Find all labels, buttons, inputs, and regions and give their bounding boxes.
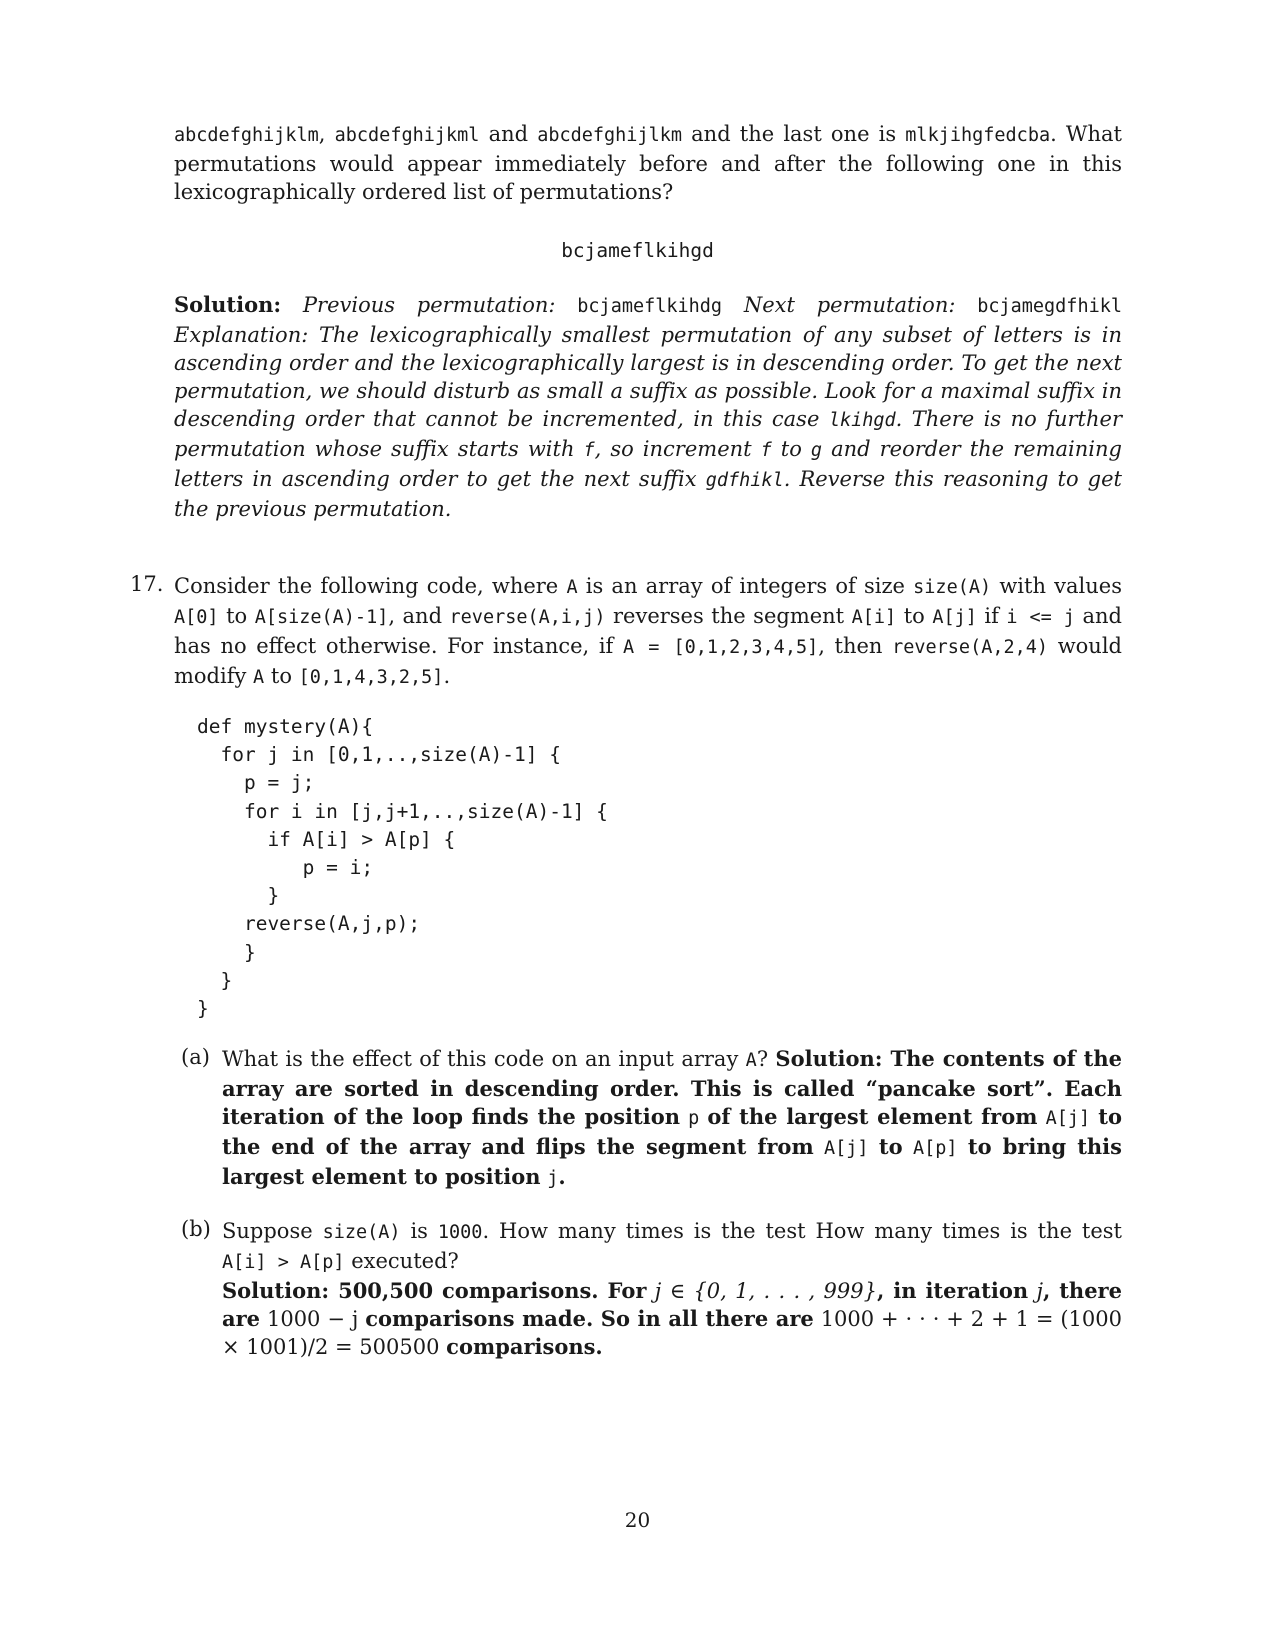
page-number: 20 [624,1508,651,1532]
explanation-text: . There is no further permutation whose suffix starts with [174,407,1122,461]
explanation-text: , so increment [594,437,752,461]
part-a [222,1045,1122,1193]
code-listing: def mystery(A){ for j in [0,1,..,size(A)-1] { p = j; for i in [j,j+1,..,size(A)-1] { if A[i] > A[p] { p = i; } reverse(A,j,p); } } } [197,715,608,1021]
solution-text: comparisons. [446,1334,603,1359]
code: A[j] [932,607,977,628]
question-17 [174,572,1122,692]
intro-paragraph [174,120,1122,206]
question-text: Suppose [222,1219,313,1243]
text: . [443,664,451,688]
target-permutation: bcjameflkihgd [561,239,714,262]
code: 1000 [437,1222,483,1243]
code: size(A) [913,577,992,598]
code: A[size(A)-1] [254,607,389,628]
code: reverse(A,2,4) [892,637,1049,658]
solution-text: , there are [222,1278,1122,1331]
text: Consider the following code, where [174,574,559,598]
code: i <= j [1006,607,1075,628]
code-gdfhikl: gdfhikl [705,470,784,491]
math: j [1036,1279,1043,1303]
solution-label: Solution: [174,292,282,317]
perm-2: abcdefghijkml [334,125,480,146]
explanation-text: . Reverse this reasoning to get the previous permutation. [174,467,1122,521]
prev-label: Previous permutation: [302,293,556,317]
code: A [745,1050,757,1071]
code: [0,1,4,3,2,5] [298,667,444,688]
code: A[p] [912,1138,958,1159]
text: . What permutations would appear immediately before and after the following one in this lexicographically ordered list of permutations? [174,122,1122,204]
explanation-text: to [780,437,802,461]
prev-permutation: bcjameflkihdg [577,296,723,317]
solution-text: , in iteration [876,1278,1029,1303]
solution-text: to [878,1134,903,1159]
code: A [566,577,578,598]
code: A[0] [174,607,219,628]
text: with values [999,574,1122,598]
text: reverses the segment [612,604,845,628]
next-permutation: bcjamegdfhikl [977,296,1122,317]
code-g: g [810,440,823,461]
question-text: executed? [351,1249,459,1273]
code: A[i] > A[p] [222,1252,345,1273]
text: and the last one is [682,122,906,146]
code-lkihgd: lkihgd [828,410,896,431]
code: A[j] [824,1138,869,1159]
code: reverse(A,i,j) [449,607,606,628]
solution-text: comparisons made. So in all there are [365,1306,814,1331]
text: , then [818,634,883,658]
code: A [253,667,265,688]
code: p [688,1108,700,1129]
text: , and [388,604,443,628]
text: and has no effect otherwise. For instance, if [174,604,1122,658]
question-text: is [410,1219,428,1243]
code-f: f [760,440,772,461]
text: would modify [174,634,1122,688]
solution-text: . [558,1164,566,1189]
last-perm: mlkjihgfedcba [905,125,1051,146]
solution-text: Solution: 500,500 comparisons. For [222,1278,647,1303]
math: j ∈ {0, 1, . . . , 999} [654,1279,877,1303]
text: and [479,122,538,146]
solution-16 [174,291,1122,523]
code: A = [0,1,2,3,4,5] [622,637,819,658]
part-b-label: (b) [181,1217,211,1241]
separator: , [318,122,335,146]
math: 1000 + · · · + 2 + 1 = (1000 × 1001)/2 = 500500 [222,1307,1122,1359]
text: is an array of integers of size [585,574,905,598]
text: to [270,664,292,688]
code-f: f [583,440,595,461]
question-text: What is the effect of this code on an input array [222,1047,739,1071]
explanation-text: and reorder the remaining letters in ascending order to get the next suffix [174,437,1122,491]
solution-text: to bring this largest element to position [222,1134,1122,1189]
solution-text: Solution: The contents of the array are sorted in descending order. This is called “pancake sort”. Each iteration of the loop finds the position [222,1046,1122,1129]
perm-1: abcdefghijklm [174,125,319,146]
solution-text: to the end of the array and flips the segment from [222,1104,1122,1159]
code: size(A) [322,1222,401,1243]
question-text: . How many times is the test How many times is the test [482,1219,1122,1243]
solution-text: of the largest element from [707,1104,1038,1129]
part-a-label: (a) [181,1045,210,1069]
question-number: 17. [130,572,164,596]
code: j [547,1168,559,1189]
next-label: Next permutation: [743,293,956,317]
code: A[i] [851,607,897,628]
math: 1000 − j [266,1307,359,1331]
text: if [984,604,999,628]
code: A[j] [1045,1108,1091,1129]
text: ? [756,1047,769,1071]
text: to [903,604,925,628]
explanation-text: Explanation: The lexicographically smallest permutation of any subset of letters is in ascending order and the lexicographically largest is in descending order. To get the next permutation, we should disturb as small a suffix as possible. Look for a maximal suffix in descending order that cannot be incremented, in this case [174,323,1122,431]
perm-3: abcdefghijlkm [537,125,682,146]
part-b [222,1217,1122,1361]
text: to [226,604,248,628]
